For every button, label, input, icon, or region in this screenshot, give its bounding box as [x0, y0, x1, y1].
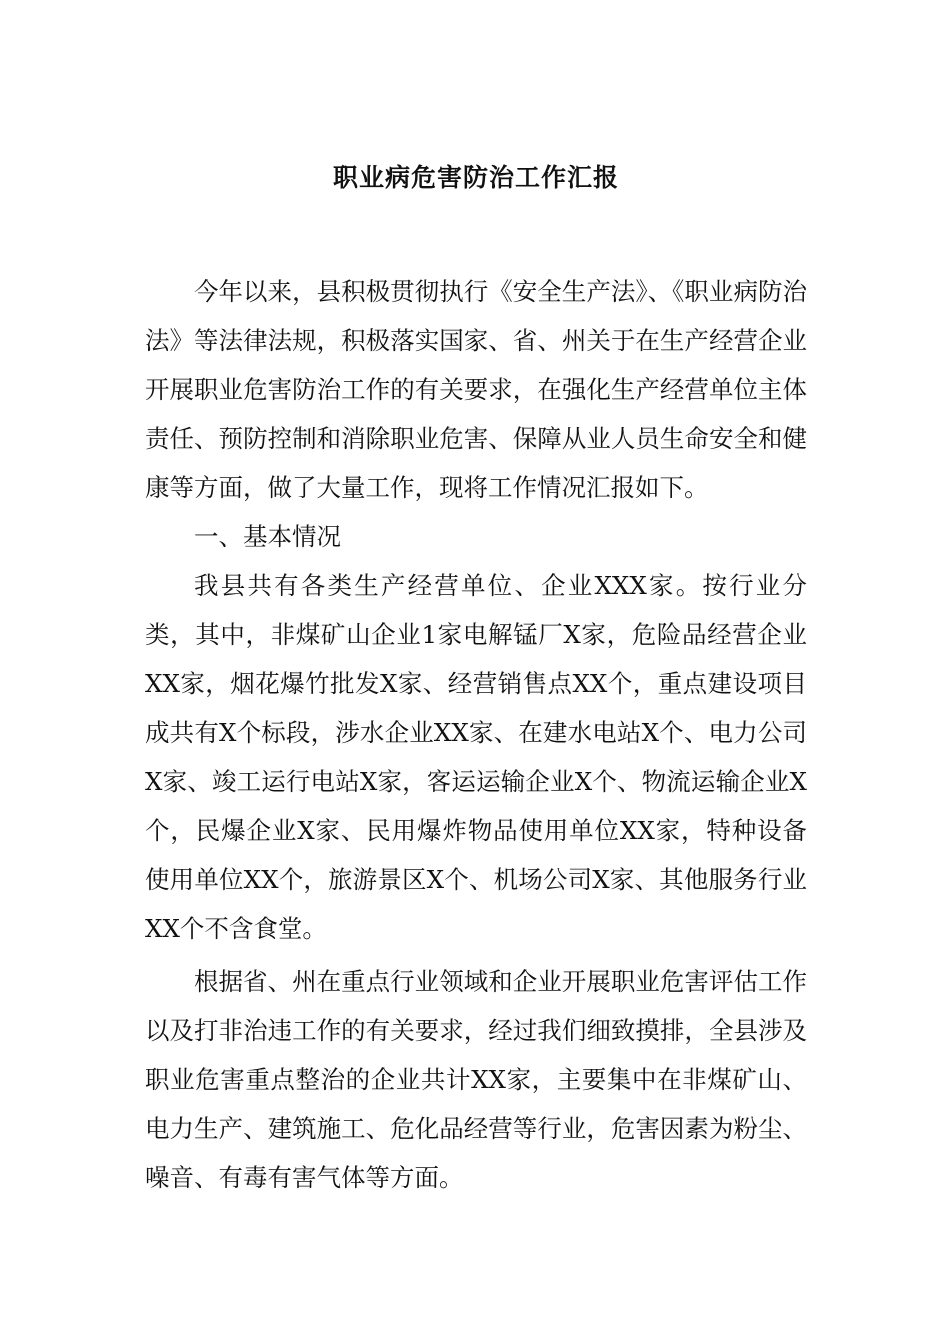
section-heading-basic-situation: 一、基本情况 — [194, 522, 341, 551]
document-title: 职业病危害防治工作汇报 — [332, 163, 619, 192]
intro-paragraph: 今年以来，县积极贯彻执行《安全生产法》、《职业病防治法》等法律法规，积极落实国家、省、州关于在生产经营企业开展职业危害防治工作的有关要求，在强化生产经营单位主体责任、预防控制和消除职业危害、保障从业人员生命安全和健康等方面，做了大量工作，现将工作情况汇报如下。 — [145, 277, 807, 502]
enterprise-count-paragraph: 我县共有各类生产经营单位、企业XXX家。按行业分类，其中，非煤矿山企业1家电解锰厂X家，危险品经营企业XX家，烟花爆竹批发X家、经营销售点XX个，重点建设项目成共有X个标段，涉水企业XX家、在建水电站X个、电力公司X家、竣工运行电站X家，客运运输企业X个、物流运输企业X个，民爆企业X家、民用爆炸物品使用单位XX家，特种设备使用单位XX个，旅游景区X个、机场公司X家、其他服务行业XX个不含食堂。 — [145, 571, 807, 943]
hazard-survey-paragraph: 根据省、州在重点行业领域和企业开展职业危害评估工作以及打非治违工作的有关要求，经过我们细致摸排，全县涉及职业危害重点整治的企业共计XX家，主要集中在非煤矿山、电力生产、建筑施工、危化品经营等行业，危害因素为粉尘、噪音、有毒有害气体等方面。 — [145, 967, 807, 1192]
document-body — [145, 267, 807, 1202]
